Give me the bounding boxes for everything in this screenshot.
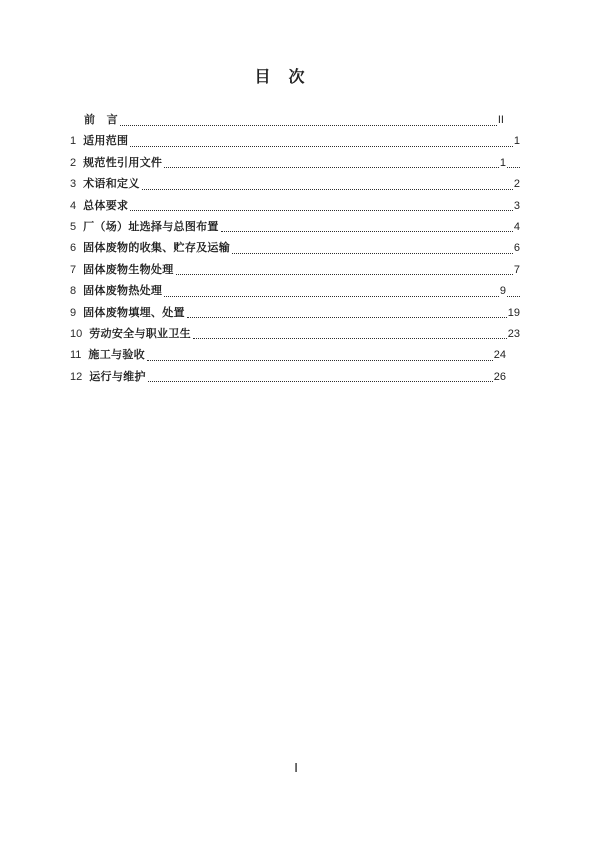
toc-entry-page: 2 [513,178,520,191]
toc-entry-page: 4 [513,220,520,233]
toc-entry-label: 总体要求 [83,199,129,212]
toc-entry-label: 固体废物的收集、贮存及运输 [83,242,231,255]
toc-entry[interactable] [70,303,520,324]
page-number: I [294,760,298,775]
toc-leader-dots [187,303,507,319]
toc-entry[interactable] [70,153,520,174]
toc-entry[interactable] [70,324,520,345]
toc-entry[interactable] [70,196,520,217]
toc-entry-number: 10 [70,327,83,340]
toc-entry-number: 3 [70,178,77,191]
toc-entry-label: 施工与验收 [88,349,145,362]
toc-trailing-dots [507,281,520,297]
toc-entry-page: 1 [499,156,506,169]
toc-leader-dots [147,345,493,361]
toc-leader-dots [130,131,513,147]
toc-leader-dots [176,260,513,276]
toc-leader-dots [130,196,513,212]
toc-entry-number: 2 [70,156,77,169]
toc-leader-dots [164,153,499,169]
toc-entry-number: 6 [70,242,77,255]
toc-entry[interactable] [70,217,520,238]
toc-entry[interactable] [70,174,520,195]
toc-entry-label: 前 言 [84,114,118,126]
toc-entry-page: 19 [507,306,520,319]
toc-entry-number: 11 [70,349,82,362]
toc-list [70,110,520,388]
toc-entry-number: 8 [70,285,77,298]
toc-entry-page: 3 [513,199,520,212]
toc-entry[interactable] [70,131,520,152]
toc-leader-dots [232,238,513,254]
toc-entry-page: II [497,114,504,126]
toc-entry-number: 1 [70,135,77,148]
toc-entry-number: 7 [70,263,77,276]
toc-entry-label: 规范性引用文件 [83,156,163,169]
toc-entry-number: 9 [70,306,77,319]
toc-entry-page: 24 [493,349,506,362]
toc-entry-page: 26 [493,370,506,383]
toc-entry-number: 4 [70,199,77,212]
toc-entry-number: 5 [70,220,77,233]
toc-leader-dots [164,281,499,297]
toc-entry-label: 固体废物热处理 [83,285,163,298]
toc-entry-label: 运行与维护 [89,370,146,383]
toc-leader-dots [148,367,493,383]
toc-trailing-dots [507,153,520,169]
toc-entry-number: 12 [70,370,83,383]
toc-entry[interactable] [70,260,520,281]
toc-entry[interactable] [70,345,520,366]
toc-entry-page: 9 [499,285,506,298]
toc-entry-page: 1 [513,135,520,148]
toc-entry[interactable] [70,110,520,131]
toc-entry-label: 劳动安全与职业卫生 [89,327,191,340]
toc-entry-label: 固体废物填埋、处置 [83,306,185,319]
toc-entry-label: 适用范围 [83,135,129,148]
toc-leader-dots [142,174,513,190]
toc-leader-dots [120,110,497,126]
toc-entry-label: 术语和定义 [83,178,140,191]
toc-leader-dots [221,217,513,233]
page-title: 目 次 [254,69,306,86]
toc-leader-dots [193,324,507,340]
toc-entry-page: 6 [513,242,520,255]
toc-entry[interactable] [70,238,520,259]
toc-entry[interactable] [70,281,520,302]
toc-entry[interactable] [70,367,520,388]
toc-entry-label: 固体废物生物处理 [83,263,174,276]
toc-entry-page: 7 [513,263,520,276]
toc-entry-label: 厂（场）址选择与总图布置 [83,220,219,233]
toc-entry-page: 23 [507,327,520,340]
